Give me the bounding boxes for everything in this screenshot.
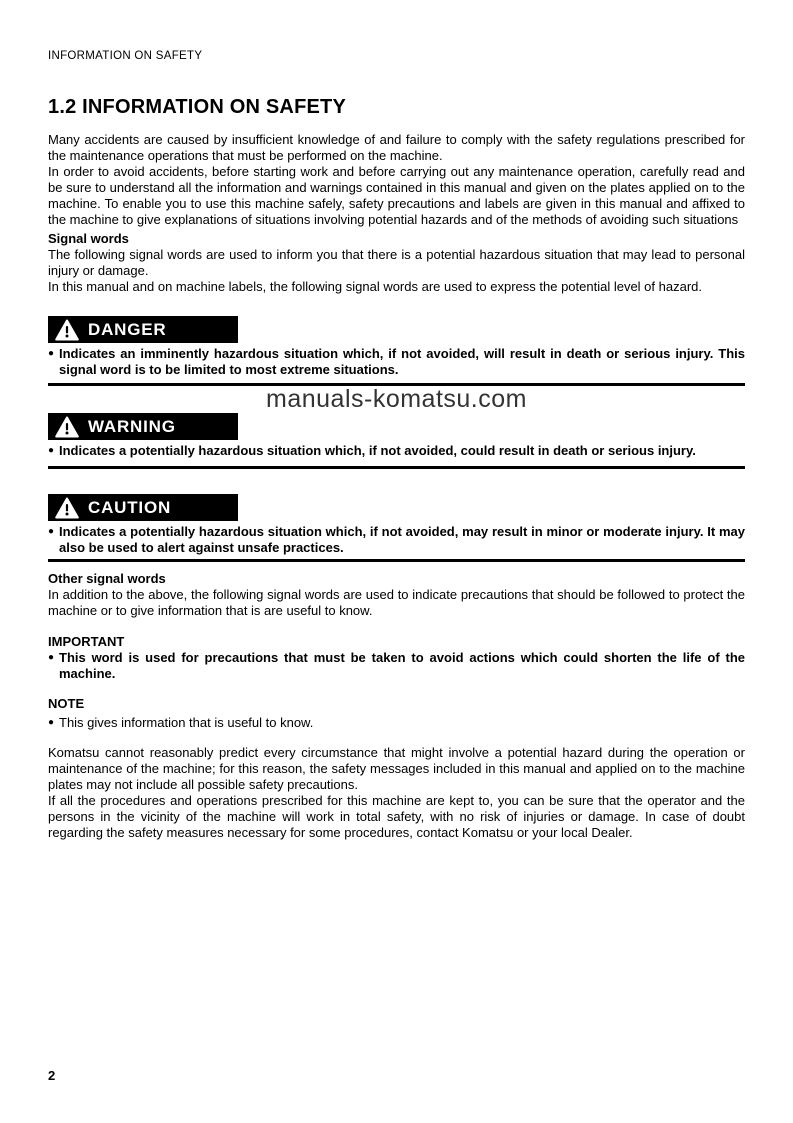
running-header: INFORMATION ON SAFETY [48,50,203,62]
warning-box [48,413,238,440]
closing-paragraph-2: If all the procedures and operations prescribed for this machine are kept to, you can be sure that the operator and the persons in the vicinity of the machine will work in total safety, with no risk of injuries or damage. In case of doubt regarding the safety measures necessary for some procedures, contact Komatsu or your local Dealer. [48,793,745,840]
warning-triangle-icon [55,416,79,438]
warning-label: WARNING [88,416,176,436]
caution-label: CAUTION [88,497,172,517]
closing-paragraph-1: Komatsu cannot reasonably predict every circumstance that might involve a potential hazard during the operation or maintenance of the machine; for this reason, the safety messages included in this manual and applied on to the machine plates may not include all possible safety precautions. [48,745,745,792]
important-bullet-text: This word is used for precautions that must be taken to avoid actions which could shorten the life of the machine. [59,650,745,681]
caution-box [48,494,238,521]
danger-bullet [48,346,745,378]
signal-words-paragraph-1: The following signal words are used to inform you that there is a potential hazardous situation that may lead to personal injury or damage. [48,247,745,278]
note-heading: NOTE [48,696,85,711]
warning-triangle-icon [55,319,79,341]
caution-bullet [48,524,745,556]
section-rule [48,466,745,469]
page-title: 1.2 INFORMATION ON SAFETY [48,96,346,118]
closing-section [48,745,745,841]
signal-words-section [48,247,745,295]
intro-paragraph-2: In order to avoid accidents, before starting work and before carrying out any maintenance operation, carefully read and be sure to understand all the information and warnings contained in this manual and given on the plates applied on to the machine. To enable you to use this machine safely, safety precautions and labels are given in this manual and affixed to the machine to give explanations of situations involving potential hazards and of the methods of avoiding such situations [48,164,745,227]
warning-bullet-text: Indicates a potentially hazardous situation which, if not avoided, could result in death or serious injury. [59,443,696,458]
bullet-icon: ● [48,652,55,663]
section-rule [48,559,745,562]
warning-triangle-icon [55,497,79,519]
other-signal-words-paragraph: In addition to the above, the following signal words are used to indicate precautions that should be followed to protect the machine or to give information that is are useful to know. [48,587,745,618]
danger-label: DANGER [88,319,167,339]
bullet-icon: ● [48,526,55,537]
bullet-icon: ● [48,445,55,456]
other-signal-words-heading: Other signal words [48,571,166,586]
signal-words-paragraph-2: In this manual and on machine labels, the following signal words are used to express the potential level of hazard. [48,279,702,294]
intro-section [48,132,745,228]
other-signal-words-section [48,587,745,619]
danger-box [48,316,238,343]
important-bullet [48,650,745,682]
warning-bullet [48,443,745,459]
intro-paragraph-1: Many accidents are caused by insufficient knowledge of and failure to comply with the safety regulations prescribed for the maintenance operations that must be performed on the machine. [48,132,745,163]
watermark: manuals-komatsu.com [266,385,527,413]
note-bullet-text: This gives information that is useful to know. [59,715,314,730]
caution-bullet-text: Indicates a potentially hazardous situation which, if not avoided, may result in minor or moderate injury. It may also be used to alert against unsafe practices. [59,524,745,555]
note-bullet [48,715,745,731]
signal-words-heading: Signal words [48,231,129,246]
important-heading: IMPORTANT [48,634,125,649]
bullet-icon: ● [48,348,55,359]
bullet-icon: ● [48,717,55,728]
danger-bullet-text: Indicates an imminently hazardous situation which, if not avoided, will result in death or serious injury. This signal word is to be limited to most extreme situations. [59,346,745,377]
page-number: 2 [48,1068,56,1083]
